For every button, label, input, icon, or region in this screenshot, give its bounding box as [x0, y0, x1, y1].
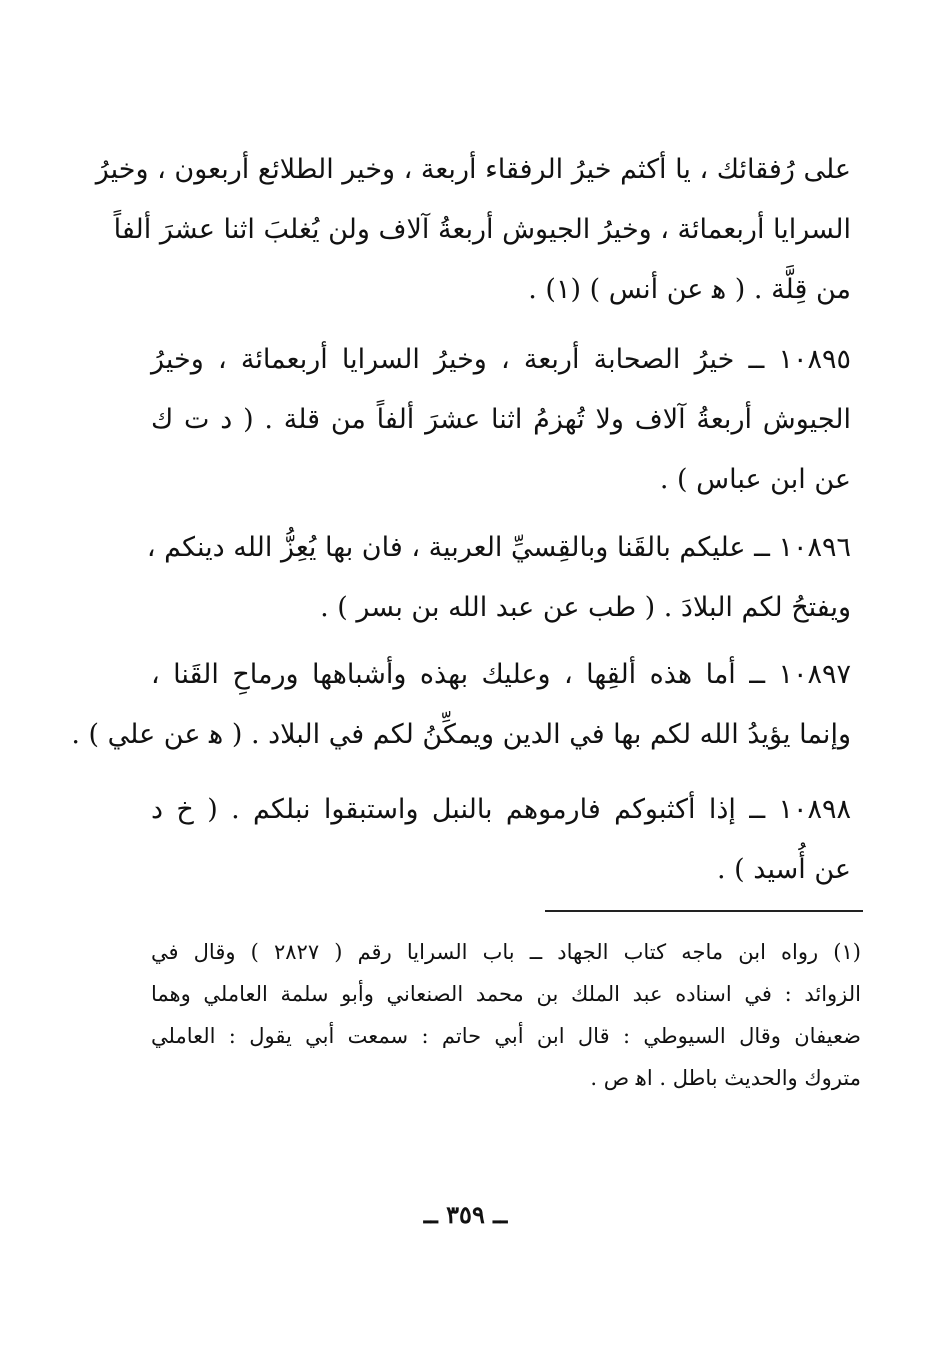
footnote-line: ضعيفان وقال السيوطي : قال ابن أبي حاتم : سمعت أبي يقول : العاملي [151, 1024, 861, 1048]
page-number: ــ ٣٥٩ ــ [423, 1200, 508, 1229]
hadith-line: ١٠٨٩٦ ــ عليكم بالقَنا وبالقِسيِّ العربية ، فان بها يُعِزُّ الله دينكم ، [146, 532, 851, 563]
footnote-line: متروك والحديث باطل . اﻫ ص . [590, 1066, 861, 1090]
hadith-line: الجيوش أربعةُ آلاف ولا تُهزمُ اثنا عشرَ ألفاً من قلة . ( د ت ك [151, 404, 851, 435]
hadith-line: ويفتحُ لكم البلادَ . ( طب عن عبد الله بن بسر ) . [320, 592, 851, 623]
footnote-line: الزوائد : في اسناده عبد الملك بن محمد الصنعاني وأبو سلمة العاملي وهما [151, 982, 861, 1006]
footnote-separator [545, 910, 863, 912]
footnote-line: (١) رواه ابن ماجه كتاب الجهاد ــ باب السرايا رقم ( ٢٨٢٧ ) وقال في [151, 940, 861, 964]
hadith-line: عن ابن عباس ) . [659, 464, 851, 495]
hadith-line: عن أُسيد ) . [717, 854, 851, 885]
hadith-line: ١٠٨٩٥ ــ خيرُ الصحابة أربعة ، وخيرُ السرايا أربعمائة ، وخيرُ [151, 344, 851, 375]
text-line: السرايا أربعمائة ، وخيرُ الجيوش أربعةُ آلاف ولن يُغلبَ اثنا عشرَ ألفاً [113, 214, 851, 245]
text-line: من قِلَّة . ( ﻫ عن أنس ) (١) . [528, 274, 851, 305]
hadith-line: ١٠٨٩٧ ــ أما هذه ألقِها ، وعليك بهذه وأشباهها ورماحِ القَنا ، [151, 659, 851, 690]
text-line: على رُفقائك ، يا أكثم خيرُ الرفقاء أربعة ، وخير الطلائع أربعون ، وخيرُ [95, 154, 851, 185]
hadith-line: وإنما يؤيدُ الله لكم بها في الدين ويمكِّنُ لكم في البلاد . ( ﻫ عن علي ) . [71, 719, 851, 750]
hadith-line: ١٠٨٩٨ ــ إذا أكثبوكم فارموهم بالنبل واستبقوا نبلكم . ( خ د [151, 794, 851, 825]
